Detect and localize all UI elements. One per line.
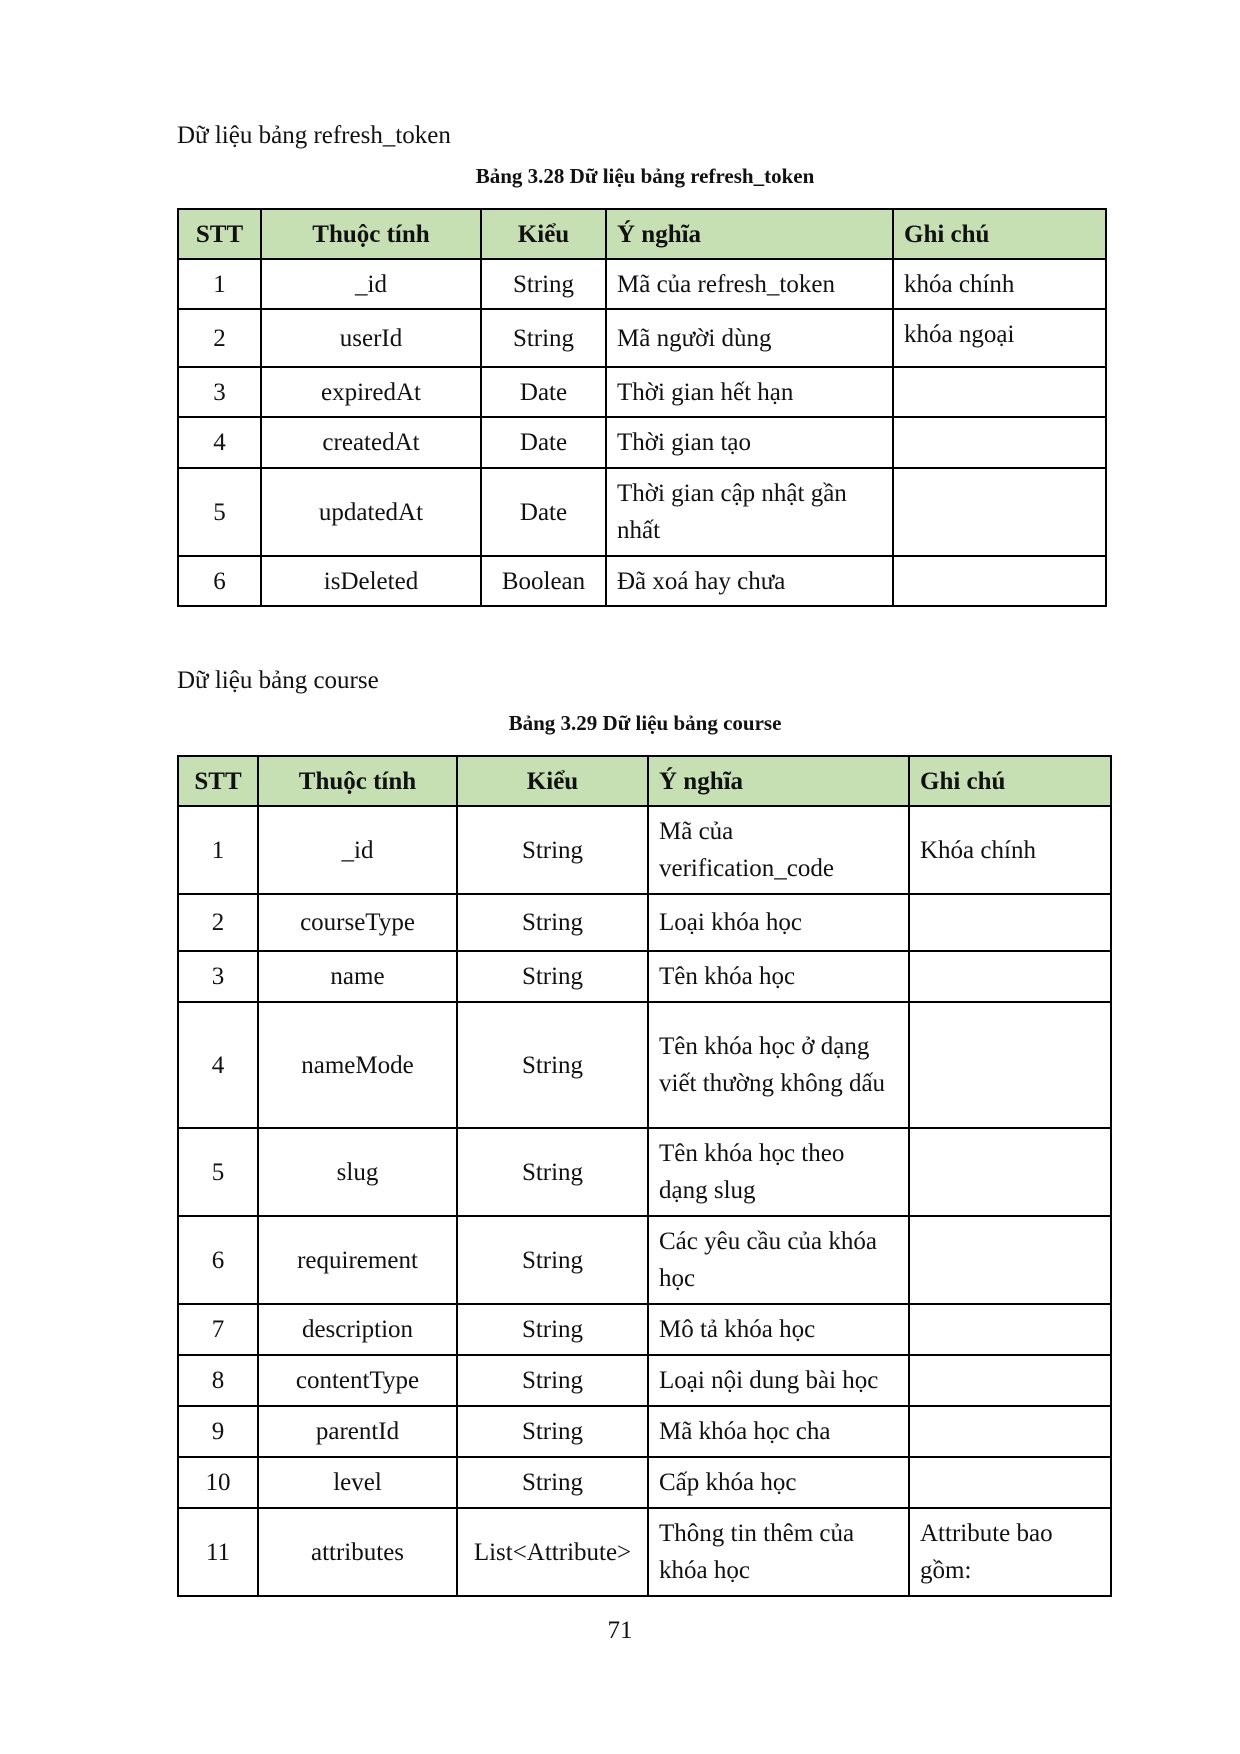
cell-meaning: Mô tả khóa học — [648, 1304, 909, 1355]
cell-note — [909, 1216, 1111, 1304]
cell-meaning: Loại nội dung bài học — [648, 1355, 909, 1406]
cell-type: String — [481, 309, 606, 367]
table-caption-course: Bảng 3.29 Dữ liệu bảng course — [508, 711, 782, 735]
cell-attribute: description — [258, 1304, 457, 1355]
table-row — [178, 1002, 1111, 1128]
cell-attribute: parentId — [258, 1406, 457, 1457]
table-row — [178, 1304, 1111, 1355]
column-header-attribute: Thuộc tính — [261, 209, 481, 259]
column-header-attribute: Thuộc tính — [258, 756, 457, 806]
cell-meaning: Tên khóa học — [648, 951, 909, 1002]
cell-meaning: Mã khóa học cha — [648, 1406, 909, 1457]
cell-attribute: createdAt — [261, 417, 481, 468]
cell-attribute: level — [258, 1457, 457, 1508]
cell-type: Date — [481, 367, 606, 417]
cell-attribute: isDeleted — [261, 556, 481, 606]
section-heading-refresh-token: Dữ liệu bảng refresh_token — [177, 122, 451, 149]
column-header-note: Ghi chú — [909, 756, 1111, 806]
refresh-token-table — [177, 208, 1107, 607]
cell-stt: 11 — [178, 1508, 258, 1596]
table-row — [178, 806, 1111, 894]
cell-meaning: Loại khóa học — [648, 894, 909, 951]
cell-meaning: Các yêu cầu của khóa học — [648, 1216, 909, 1304]
table-row — [178, 367, 1106, 417]
cell-note — [909, 1457, 1111, 1508]
cell-note: khóa ngoại — [893, 309, 1106, 367]
table-row — [178, 309, 1106, 367]
cell-meaning: Mã của verification_code — [648, 806, 909, 894]
table-header-row — [178, 209, 1106, 259]
column-header-note: Ghi chú — [893, 209, 1106, 259]
cell-stt: 6 — [178, 1216, 258, 1304]
cell-note — [893, 367, 1106, 417]
cell-type: String — [457, 1457, 648, 1508]
cell-note: khóa chính — [893, 259, 1106, 309]
column-header-type: Kiểu — [457, 756, 648, 806]
cell-stt: 1 — [178, 806, 258, 894]
cell-type: String — [457, 1406, 648, 1457]
cell-stt: 4 — [178, 1002, 258, 1128]
table-row — [178, 951, 1111, 1002]
cell-meaning: Đã xoá hay chưa — [606, 556, 893, 606]
column-header-meaning: Ý nghĩa — [606, 209, 893, 259]
cell-meaning: Thời gian tạo — [606, 417, 893, 468]
cell-type: String — [457, 894, 648, 951]
table-row — [178, 468, 1106, 556]
cell-type: String — [457, 951, 648, 1002]
cell-meaning: Thời gian hết hạn — [606, 367, 893, 417]
cell-meaning: Tên khóa học theo dạng slug — [648, 1128, 909, 1216]
table-row — [178, 1355, 1111, 1406]
cell-type: String — [457, 1355, 648, 1406]
table-row — [178, 1406, 1111, 1457]
cell-stt: 1 — [178, 259, 261, 309]
cell-meaning: Cấp khóa học — [648, 1457, 909, 1508]
cell-attribute: slug — [258, 1128, 457, 1216]
cell-note — [909, 951, 1111, 1002]
cell-meaning: Mã người dùng — [606, 309, 893, 367]
column-header-meaning: Ý nghĩa — [648, 756, 909, 806]
cell-attribute: _id — [258, 806, 457, 894]
cell-attribute: requirement — [258, 1216, 457, 1304]
cell-attribute: expiredAt — [261, 367, 481, 417]
table-row — [178, 1457, 1111, 1508]
cell-attribute: courseType — [258, 894, 457, 951]
cell-type: Date — [481, 468, 606, 556]
cell-note — [909, 1128, 1111, 1216]
cell-stt: 6 — [178, 556, 261, 606]
cell-meaning: Tên khóa học ở dạng viết thường không dấu — [648, 1002, 909, 1128]
cell-attribute: contentType — [258, 1355, 457, 1406]
cell-attribute: _id — [261, 259, 481, 309]
table-row — [178, 1216, 1111, 1304]
cell-stt: 3 — [178, 951, 258, 1002]
cell-meaning: Thông tin thêm của khóa học — [648, 1508, 909, 1596]
cell-type: String — [457, 1002, 648, 1128]
table-caption-refresh-token: Bảng 3.28 Dữ liệu bảng refresh_token — [475, 164, 815, 188]
cell-meaning: Mã của refresh_token — [606, 259, 893, 309]
table-row — [178, 259, 1106, 309]
cell-note — [909, 1355, 1111, 1406]
table-row — [178, 1508, 1111, 1596]
cell-stt: 3 — [178, 367, 261, 417]
cell-attribute: nameMode — [258, 1002, 457, 1128]
cell-note: Attribute bao gồm: — [909, 1508, 1111, 1596]
cell-type: List<Attribute> — [457, 1508, 648, 1596]
cell-type: String — [457, 1216, 648, 1304]
table-row — [178, 417, 1106, 468]
cell-attribute: updatedAt — [261, 468, 481, 556]
cell-stt: 2 — [178, 894, 258, 951]
cell-type: String — [457, 1128, 648, 1216]
cell-note — [909, 894, 1111, 951]
table-header-row — [178, 756, 1111, 806]
cell-attribute: attributes — [258, 1508, 457, 1596]
cell-stt: 4 — [178, 417, 261, 468]
cell-type: Date — [481, 417, 606, 468]
course-table — [177, 755, 1112, 1597]
cell-stt: 9 — [178, 1406, 258, 1457]
cell-attribute: userId — [261, 309, 481, 367]
page-number: 71 — [607, 1617, 633, 1644]
cell-note — [909, 1002, 1111, 1128]
cell-type: String — [457, 1304, 648, 1355]
cell-stt: 2 — [178, 309, 261, 367]
cell-note — [893, 417, 1106, 468]
cell-stt: 8 — [178, 1355, 258, 1406]
cell-note — [893, 556, 1106, 606]
cell-stt: 7 — [178, 1304, 258, 1355]
cell-stt: 10 — [178, 1457, 258, 1508]
section-heading-course: Dữ liệu bảng course — [177, 667, 379, 694]
cell-type: Boolean — [481, 556, 606, 606]
table-row — [178, 1128, 1111, 1216]
cell-meaning: Thời gian cập nhật gần nhất — [606, 468, 893, 556]
table-row — [178, 894, 1111, 951]
cell-stt: 5 — [178, 1128, 258, 1216]
cell-note — [909, 1304, 1111, 1355]
cell-note: Khóa chính — [909, 806, 1111, 894]
cell-type: String — [481, 259, 606, 309]
column-header-type: Kiểu — [481, 209, 606, 259]
cell-attribute: name — [258, 951, 457, 1002]
cell-note — [893, 468, 1106, 556]
column-header-stt: STT — [178, 756, 258, 806]
cell-note — [909, 1406, 1111, 1457]
column-header-stt: STT — [178, 209, 261, 259]
cell-stt: 5 — [178, 468, 261, 556]
table-row — [178, 556, 1106, 606]
cell-type: String — [457, 806, 648, 894]
